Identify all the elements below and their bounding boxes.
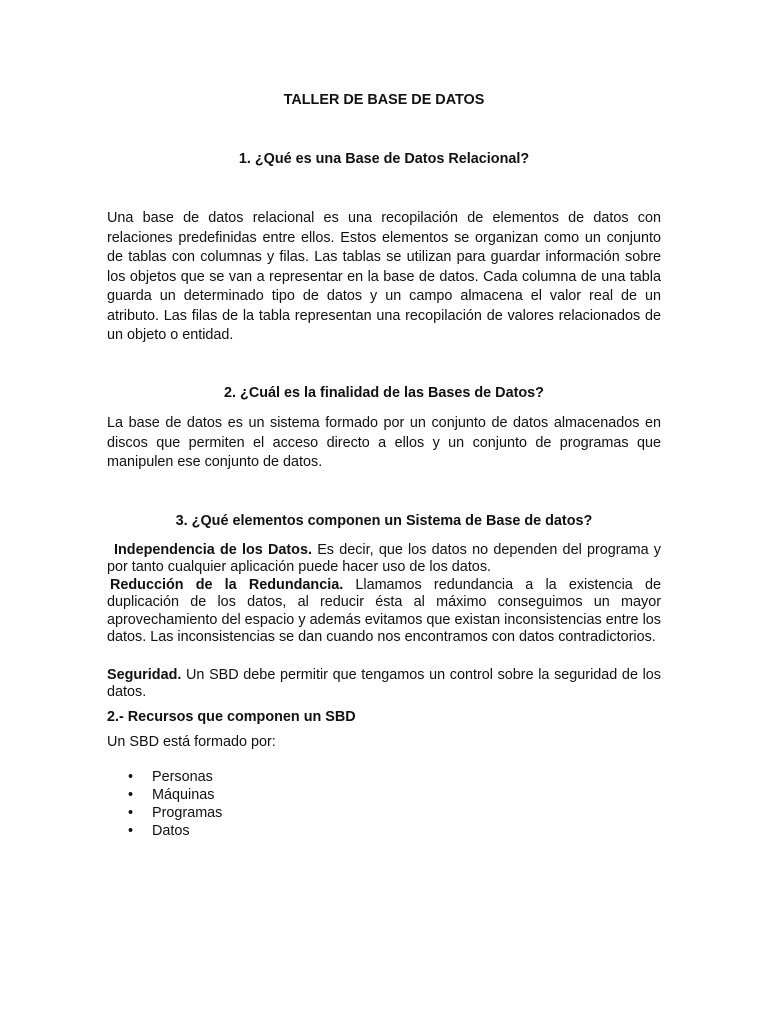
- recursos-heading: 2.- Recursos que componen un SBD: [107, 709, 356, 725]
- document-title: TALLER DE BASE DE DATOS: [283, 92, 485, 108]
- list-item-label: Personas: [152, 769, 213, 785]
- list-item-label: Máquinas: [152, 787, 215, 803]
- q2-body: La base de datos es un sistema formado por un conjunto de datos almacenados en discos que permiten el acceso directo a ellos y un conjunto de programas que manipulen ese conjunto de datos.: [107, 415, 661, 470]
- q1-body: Una base de datos relacional es una recopilación de elementos de datos con relaciones predefinidas entre ellos. Estos elementos se organizan como un conjunto de tablas con columnas y filas. Las tablas se utilizan para guardar información sobre los objetos que se van a representar en la base de datos. Cada columna de una tabla guarda un determinado tipo de datos y un campo almacena el valor real de un atributo. Las filas de la tabla representan una recopilación de valores relacionados de un objeto o entidad.: [107, 210, 661, 343]
- bullet-icon: •: [128, 823, 134, 839]
- list-item-label: Datos: [152, 823, 190, 839]
- list-item: [107, 804, 222, 822]
- recursos-list: [107, 768, 222, 840]
- recursos-intro: Un SBD está formado por:: [107, 734, 276, 750]
- seguridad-text: Un SBD debe permitir que tengamos un control sobre la seguridad de los datos.: [107, 667, 661, 701]
- q1-heading: 1. ¿Qué es una Base de Datos Relacional?: [238, 151, 530, 167]
- q3-paragraph-seguridad: [107, 667, 661, 702]
- bullet-icon: •: [128, 805, 134, 821]
- seguridad-term: Seguridad.: [107, 667, 182, 683]
- list-item: [107, 822, 222, 840]
- q3-paragraph-independencia: [107, 542, 661, 577]
- redundancia-term: Reducción de la Redundancia.: [110, 577, 344, 593]
- bullet-icon: •: [128, 787, 134, 803]
- bullet-icon: •: [128, 769, 134, 785]
- q3-paragraph-redundancia: [107, 577, 661, 647]
- independencia-text: Es decir, que los datos no dependen del programa y por tanto cualquier aplicación puede hacer uso de los datos.: [107, 542, 661, 576]
- list-item: [107, 786, 222, 804]
- q2-heading: 2. ¿Cuál es la finalidad de las Bases de Datos?: [224, 385, 544, 401]
- list-item-label: Programas: [152, 805, 223, 821]
- independencia-term: Independencia de los Datos.: [114, 542, 312, 558]
- q3-heading: 3. ¿Qué elementos componen un Sistema de Base de datos?: [175, 513, 593, 529]
- list-item: [107, 768, 222, 786]
- redundancia-text: Llamamos redundancia a la existencia de duplicación de los datos, al reducir ésta al máximo conseguimos un mayor aprovechamiento del espacio y además evitamos que existan inconsistencias entre los datos. Las inconsistencias se dan cuando nos encontramos con datos contradictorios.: [107, 577, 661, 646]
